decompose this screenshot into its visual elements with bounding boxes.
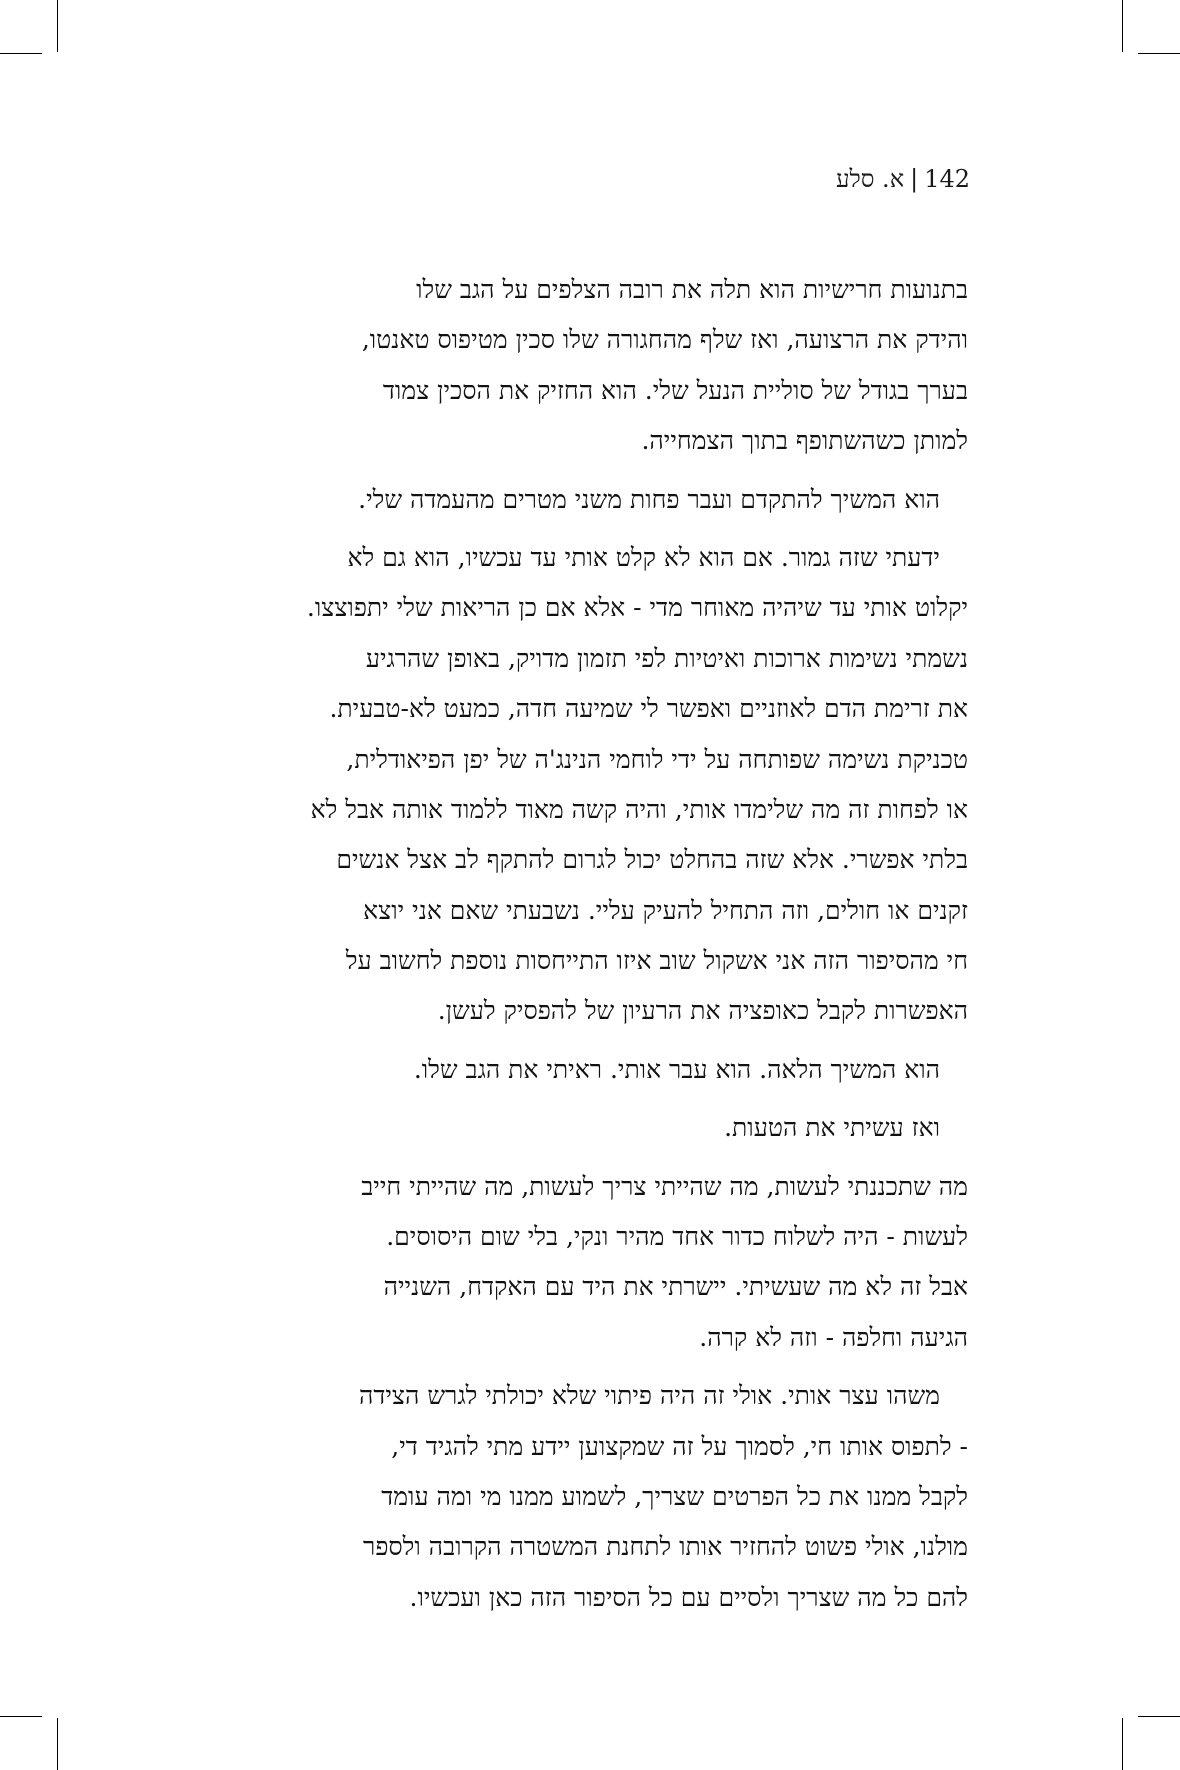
crop-mark-bottom-left-horizontal xyxy=(0,1716,42,1717)
author-name: א. סלע xyxy=(835,165,905,193)
text-line: להם כל מה שצריך ולסיים עם כל הסיפור הזה כאן ועכשיו. xyxy=(409,1582,968,1612)
text-line: ואז עשיתי את הטעות. xyxy=(724,1113,940,1143)
crop-mark-bottom-left-vertical xyxy=(57,1718,58,1770)
crop-mark-bottom-right-horizontal xyxy=(1138,1716,1180,1717)
text-line: נשמתי נשימות ארוכות ואיטיות לפי תזמון מדויק, באופן שהרגיע xyxy=(365,643,968,673)
running-header xyxy=(270,163,970,195)
text-line: - לתפוס אותו חי, לסמוך על זה שמקצוען יידע מתי להגיד די, xyxy=(391,1431,968,1461)
paragraph xyxy=(228,1045,968,1095)
crop-mark-top-right-vertical xyxy=(1122,0,1123,52)
text-line: והידק את הרצועה, ואז שלף מהחגורה שלו סכין מטיפוס טאנטו, xyxy=(361,325,968,355)
text-line: משהו עצר אותי. אולי זה היה פיתוי שלא יכולתי לגרש הצידה xyxy=(358,1381,940,1411)
paragraph xyxy=(228,1103,968,1153)
text-line: בלתי אפשרי. אלא שזה בהחלט יכול לגרום להתקף לב אצל אנשים xyxy=(336,845,968,875)
crop-mark-top-right-horizontal xyxy=(1138,53,1180,54)
crop-mark-top-left-horizontal xyxy=(0,53,42,54)
text-line: האפשרות לקבל כאופציה את הרעיון של להפסיק לעשן. xyxy=(437,996,968,1026)
text-line: זקנים או חולים, וזה התחיל להעיק עליי. נשבעתי שאם אני יוצא xyxy=(363,895,968,925)
text-line: אבל זה לא מה שעשיתי. יישרתי את היד עם האקדח, השנייה xyxy=(383,1272,968,1302)
page-number: 142 xyxy=(924,165,970,193)
crop-mark-top-left-vertical xyxy=(57,0,58,52)
text-line: הוא המשיך הלאה. הוא עבר אותי. ראיתי את הגב שלו. xyxy=(413,1054,940,1084)
paragraph xyxy=(228,533,968,1037)
text-line: יקלוט אותי עד שיהיה מאוחר מדי - אלא אם כן הריאות שלי יתפוצצו. xyxy=(306,593,968,623)
text-line: בתנועות חרישיות הוא תלה את רובה הצלפים על הגב שלו xyxy=(416,275,968,304)
body-text xyxy=(228,265,968,1623)
paragraph xyxy=(228,475,968,525)
text-line: לקבל ממנו את כל הפרטים שצריך, לשמוע ממנו מי ומה עומד xyxy=(381,1481,968,1511)
text-line: טכניקת נשימה שפותחה על ידי לוחמי הנינג'ה של יפן הפיאודלית, xyxy=(346,744,968,774)
paragraph xyxy=(228,1162,968,1364)
crop-mark-bottom-right-vertical xyxy=(1122,1718,1123,1770)
text-line: הוא המשיך להתקדם ועבר פחות משני מטרים מהעמדה שלי. xyxy=(358,484,940,514)
paragraph xyxy=(228,1371,968,1623)
header-separator: | xyxy=(910,165,919,193)
text-line: לעשות - היה לשלוח כדור אחד מהיר ונקי, בלי שום היסוסים. xyxy=(386,1222,968,1252)
text-line: הגיעה וחלפה - וזה לא קרה. xyxy=(699,1322,968,1352)
text-line: מה שתכננתי לעשות, מה שהייתי צריך לעשות, מה שהייתי חייב xyxy=(361,1171,968,1201)
text-line: למותן כשהשתופף בתוך הצמחייה. xyxy=(641,426,968,456)
text-line: את זרימת הדם לאוזניים ואפשר לי שמיעה חדה, כמעט לא-טבעית. xyxy=(329,694,968,724)
text-line: בערך בגודל של סוליית הנעל שלי. הוא החזיק את הסכין צמוד xyxy=(382,375,968,405)
paragraph xyxy=(228,265,968,467)
text-line: ידעתי שזה גמור. אם הוא לא קלט אותי עד עכשיו, הוא גם לא xyxy=(347,542,940,572)
text-line: מולנו, אולי פשוט להחזיר אותו לתחנת המשטרה הקרובה ולספר xyxy=(363,1532,968,1562)
text-line: חי מהסיפור הזה אני אשקול שוב איזו התייחסות נוספת לחשוב על xyxy=(345,946,968,976)
text-line: או לפחות זה מה שלימדו אותי, והיה קשה מאוד ללמוד אותה אבל לא xyxy=(310,794,968,824)
